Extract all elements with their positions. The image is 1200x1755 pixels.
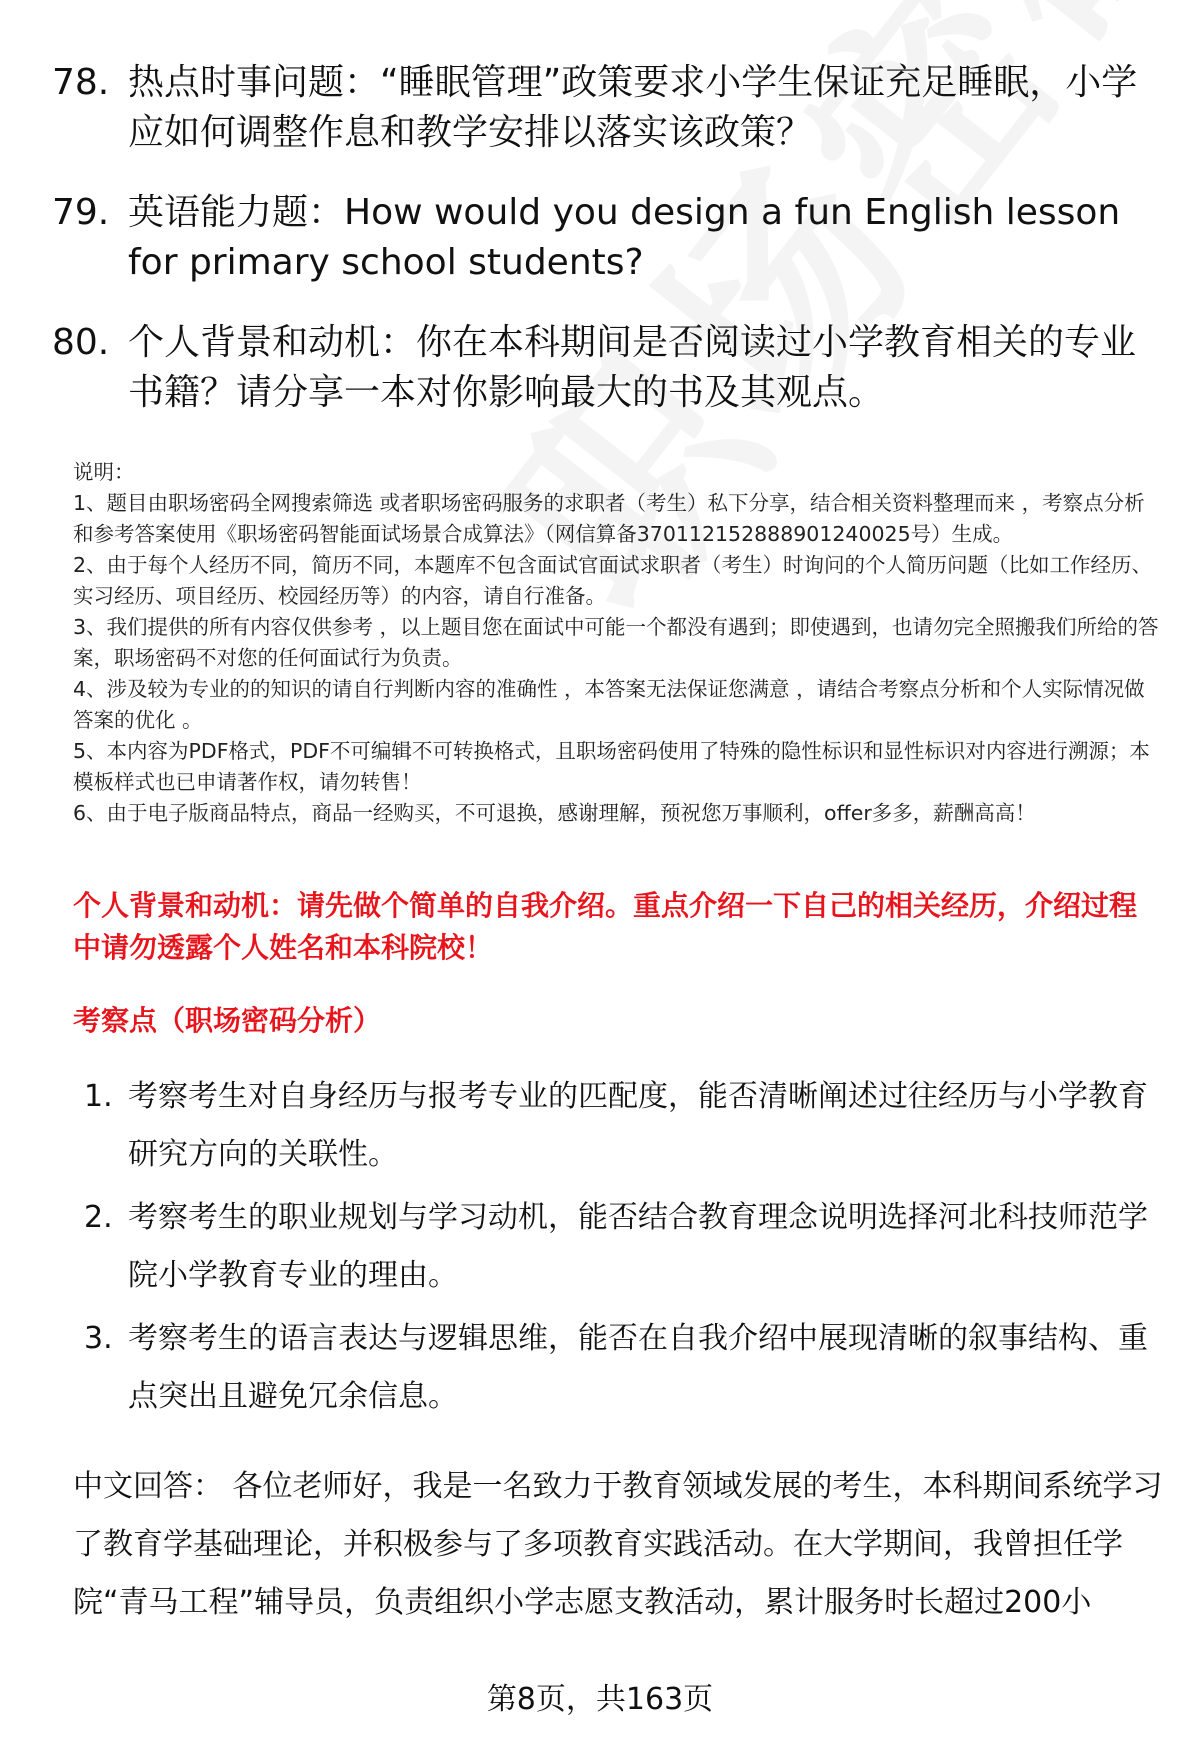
notes-title: 说明： xyxy=(73,460,135,484)
point-text: 考察考生对自身经历与报考专业的匹配度，能否清晰阐述过往经历与小学教育研究方向的关联性。 xyxy=(128,1079,1148,1172)
point-number: 1. xyxy=(84,1079,113,1114)
question-text: 热点时事问题：“睡眠管理”政策要求小学生保证充足睡眠，小学应如何调整作息和教学安排以落实该政策？ xyxy=(128,62,1138,153)
point-number: 3. xyxy=(84,1321,113,1356)
point-number: 2. xyxy=(84,1200,113,1235)
question-text: 个人背景和动机：你在本科期间是否阅读过小学教育相关的专业书籍？请分享一本对你影响最大的书及其观点。 xyxy=(128,322,1137,413)
note-item: 2、由于每个人经历不同，简历不同，本题库不包含面试官面试求职者（考生）时询问的个人简历问题（比如工作经历、实习经历、项目经历、校园经历等）的内容，请自行准备。 xyxy=(73,553,1153,608)
point-item xyxy=(84,1068,1164,1184)
point-text: 考察考生的职业规划与学习动机，能否结合教育理念说明选择河北科技师范学院小学教育专业的理由。 xyxy=(128,1200,1148,1293)
question-number: 78. xyxy=(52,62,110,103)
point-text: 考察考生的语言表达与逻辑思维，能否在自我介绍中展现清晰的叙事结构、重点突出且避免冗余信息。 xyxy=(128,1321,1148,1414)
question-item xyxy=(52,58,1162,158)
point-item xyxy=(84,1310,1164,1426)
notes-section xyxy=(73,457,1163,829)
question-number: 79. xyxy=(52,192,110,233)
question-item xyxy=(52,318,1162,418)
note-item: 4、涉及较为专业的的知识的请自行判断内容的准确性 ，本答案无法保证您满意 ，请结合考察点分析和个人实际情况做答案的优化 。 xyxy=(73,677,1145,732)
question-list xyxy=(52,58,1162,448)
points-list xyxy=(84,1068,1164,1431)
page-footer: 第8页，共163页 xyxy=(486,1682,714,1717)
note-item: 3、我们提供的所有内容仅供参考 ，以上题目您在面试中可能一个都没有遇到；即使遇到，也请勿完全照搬我们所给的答案，职场密码不对您的任何面试行为负责。 xyxy=(73,615,1159,670)
question-number: 80. xyxy=(52,322,110,363)
points-heading: 考察点（职场密码分析） xyxy=(73,1004,382,1037)
point-item xyxy=(84,1189,1164,1305)
note-item: 1、题目由职场密码全网搜索筛选 或者职场密码服务的求职者（考生）私下分享，结合相关资料整理而来 ，考察点分析和参考答案使用《职场密码智能面试场景合成算法》（网信算备370112152888901240025号）生成。 xyxy=(73,491,1145,546)
answer-section xyxy=(73,1458,1163,1632)
question-text: 英语能力题：How would you design a fun English lesson for primary school students? xyxy=(128,192,1121,283)
question-item xyxy=(52,188,1162,288)
note-item: 6、由于电子版商品特点，商品一经购买，不可退换，感谢理解，预祝您万事顺利，offer多多，薪酬高高！ xyxy=(73,801,1036,825)
answer-text: 中文回答： 各位老师好，我是一名致力于教育领域发展的考生，本科期间系统学习了教育学基础理论，并积极参与了多项教育实践活动。在大学期间，我曾担任学院“青马工程”辅导员，负责组织小学志愿支教活动，累计服务时长超过200小 xyxy=(73,1469,1163,1620)
note-item: 5、本内容为PDF格式，PDF不可编辑不可转换格式，且职场密码使用了特殊的隐性标识和显性标识对内容进行溯源；本模板样式也已申请著作权，请勿转售！ xyxy=(73,739,1150,794)
question-heading: 个人背景和动机：请先做个简单的自我介绍。重点介绍一下自己的相关经历，介绍过程中请勿透露个人姓名和本科院校！ xyxy=(73,889,1138,964)
